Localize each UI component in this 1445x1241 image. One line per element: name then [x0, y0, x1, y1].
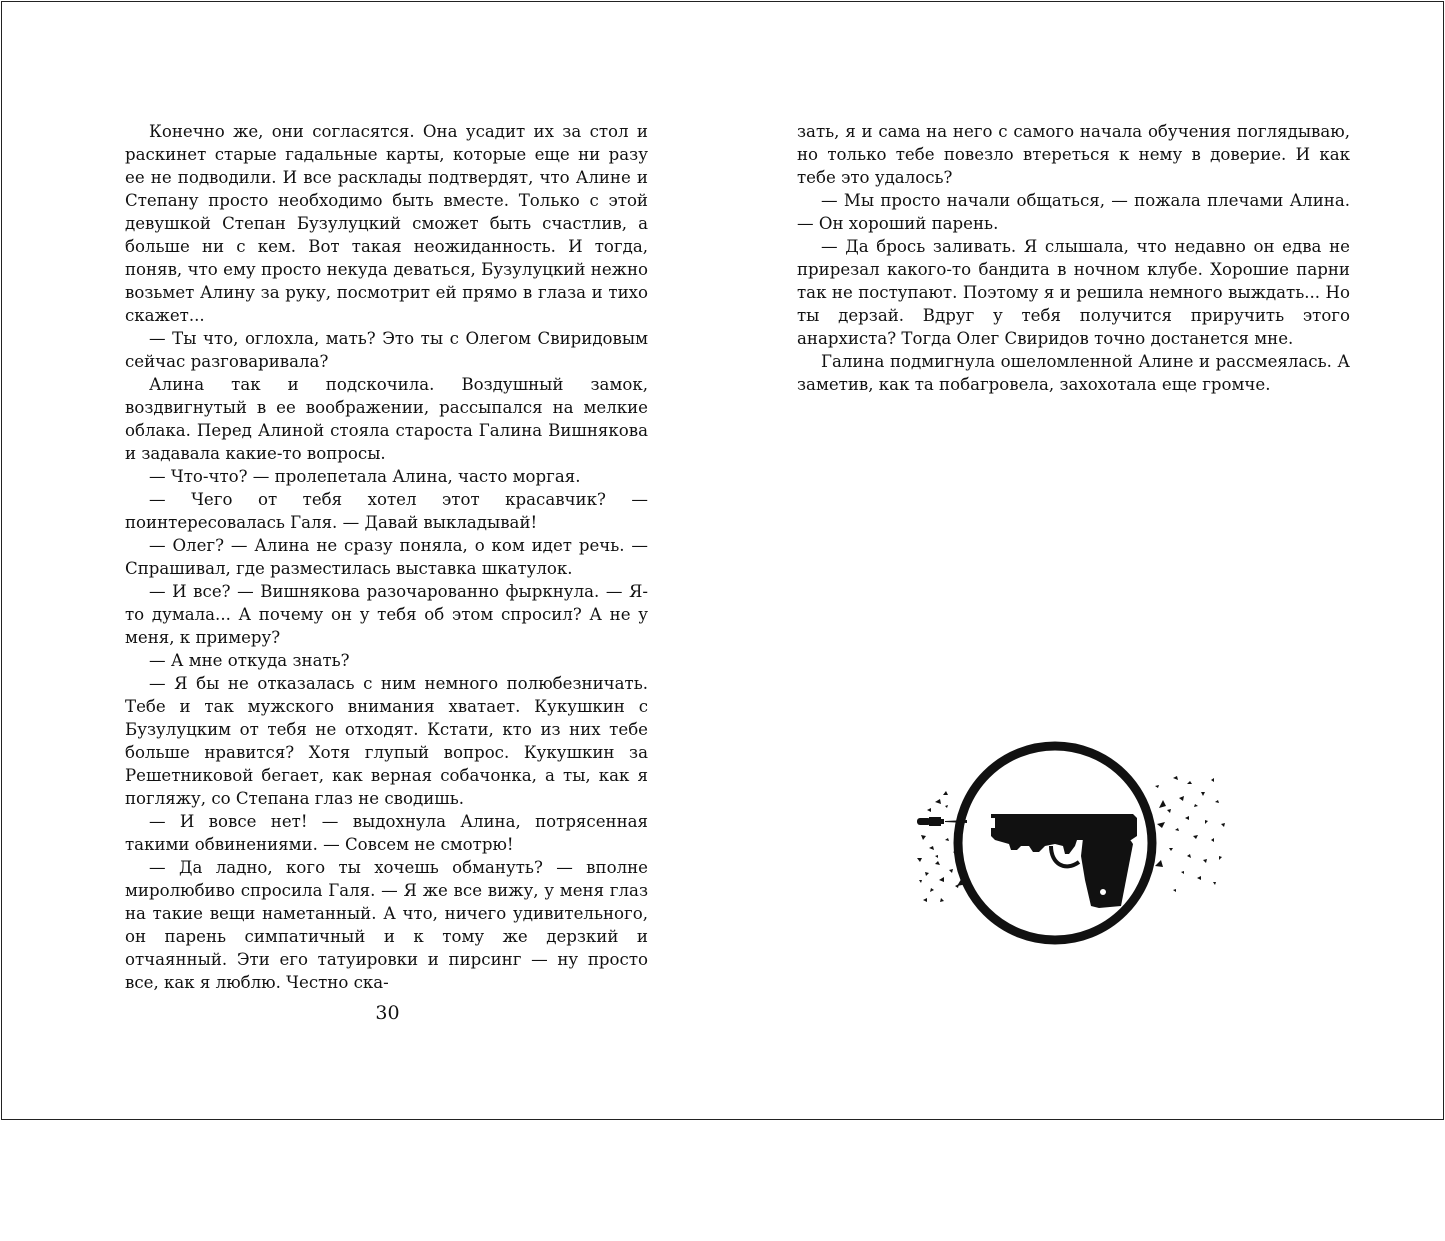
right-page	[797, 120, 1350, 1241]
paragraph: — А мне откуда знать?	[149, 651, 350, 670]
paragraph: Конечно же, они согласятся. Она усадит их за стол и раскинет старые гадальные карты, которые еще ни разу ее не подводили. И все расклады подтвердят, что Алине и Степану просто необходимо быть вместе. Только с этой девушкой Степан Бузулуцкий сможет быть счастлив, а больше ни с кем. Вот такая неожиданность. И тогда, поняв, что ему просто некуда деваться, Бузулуцкий нежно возьмет Алину за руку, посмотрит ей прямо в глаза и тихо скажет...	[125, 122, 648, 325]
paragraph: — И вовсе нет! — выдохнула Алина, потрясенная такими обвинениями. — Совсем не смотрю!	[125, 812, 648, 854]
bullet-icon	[917, 817, 944, 826]
paragraph: — Да ладно, кого ты хочешь обмануть? — вполне миролюбиво спросила Галя. — Я же все вижу, у меня глаз на такие вещи наметанный. А что, ничего удивительного, он парень симпатичный и к тому же дерзкий и отчаянный. Эти его татуировки и пирсинг — ну просто все, как я люблю. Честно ска-	[125, 858, 648, 992]
paragraph: — Да брось заливать. Я слышала, что недавно он едва не прирезал какого-то бандита в ночном клубе. Хорошие парни так не поступают. Поэтому я и решила немного выждать... Но ты дерзай. Вдруг у тебя получится приручить этого анархиста? Тогда Олег Свиридов точно достанется мне.	[797, 237, 1350, 348]
paragraph: — Чего от тебя хотел этот красавчик? — поинтересовалась Галя. — Давай выкладывай!	[125, 490, 648, 532]
paragraph: — Ты что, оглохла, мать? Это ты с Олегом Свиридовым сейчас разговаривала?	[125, 329, 648, 371]
continued-paragraph: зать, я и сама на него с самого начала обучения поглядываю, но только тебе повезло втереться к нему в доверие. И как тебе это удалось?	[797, 122, 1350, 187]
paragraph: — Мы просто начали общаться, — пожала плечами Алина. — Он хороший парень.	[797, 191, 1350, 233]
page-number: 30	[375, 1002, 400, 1024]
paragraph: — Что-что? — пролепетала Алина, часто моргая.	[149, 467, 581, 486]
paragraph: — Олег? — Алина не сразу поняла, о ком идет речь. — Спрашивал, где разместилась выставка шкатулок.	[125, 536, 648, 578]
paragraph: — И все? — Вишнякова разочарованно фыркнула. — Я-то думала... А почему он у тебя об этом спросил? А не у меня, к примеру?	[125, 582, 648, 647]
paragraph: Алина так и подскочила. Воздушный замок, воздвигнутый в ее воображении, рассыпался на мелкие облака. Перед Алиной стояла староста Галина Вишнякова и задавала какие-то вопросы.	[125, 375, 648, 463]
paragraph: Галина подмигнула ошеломленной Алине и рассмеялась. А заметив, как та побагровела, захохотала еще громче.	[797, 352, 1350, 394]
pistol-in-circle-icon	[905, 740, 1235, 950]
left-page	[125, 120, 648, 1241]
pistol-icon	[989, 814, 1137, 908]
debris-right-icon	[1155, 776, 1225, 892]
paragraph: — Я бы не отказалась с ним немного полюбезничать. Тебе и так мужского внимания хватает. Кукушкин с Бузулуцким от тебя не отходят. Кстати, кто из них тебе больше нравится? Хотя глупый вопрос. Кукушкин за Решетниковой бегает, как верная собачонка, а ты, как я погляжу, со Степана глаз не сводишь.	[125, 674, 648, 808]
